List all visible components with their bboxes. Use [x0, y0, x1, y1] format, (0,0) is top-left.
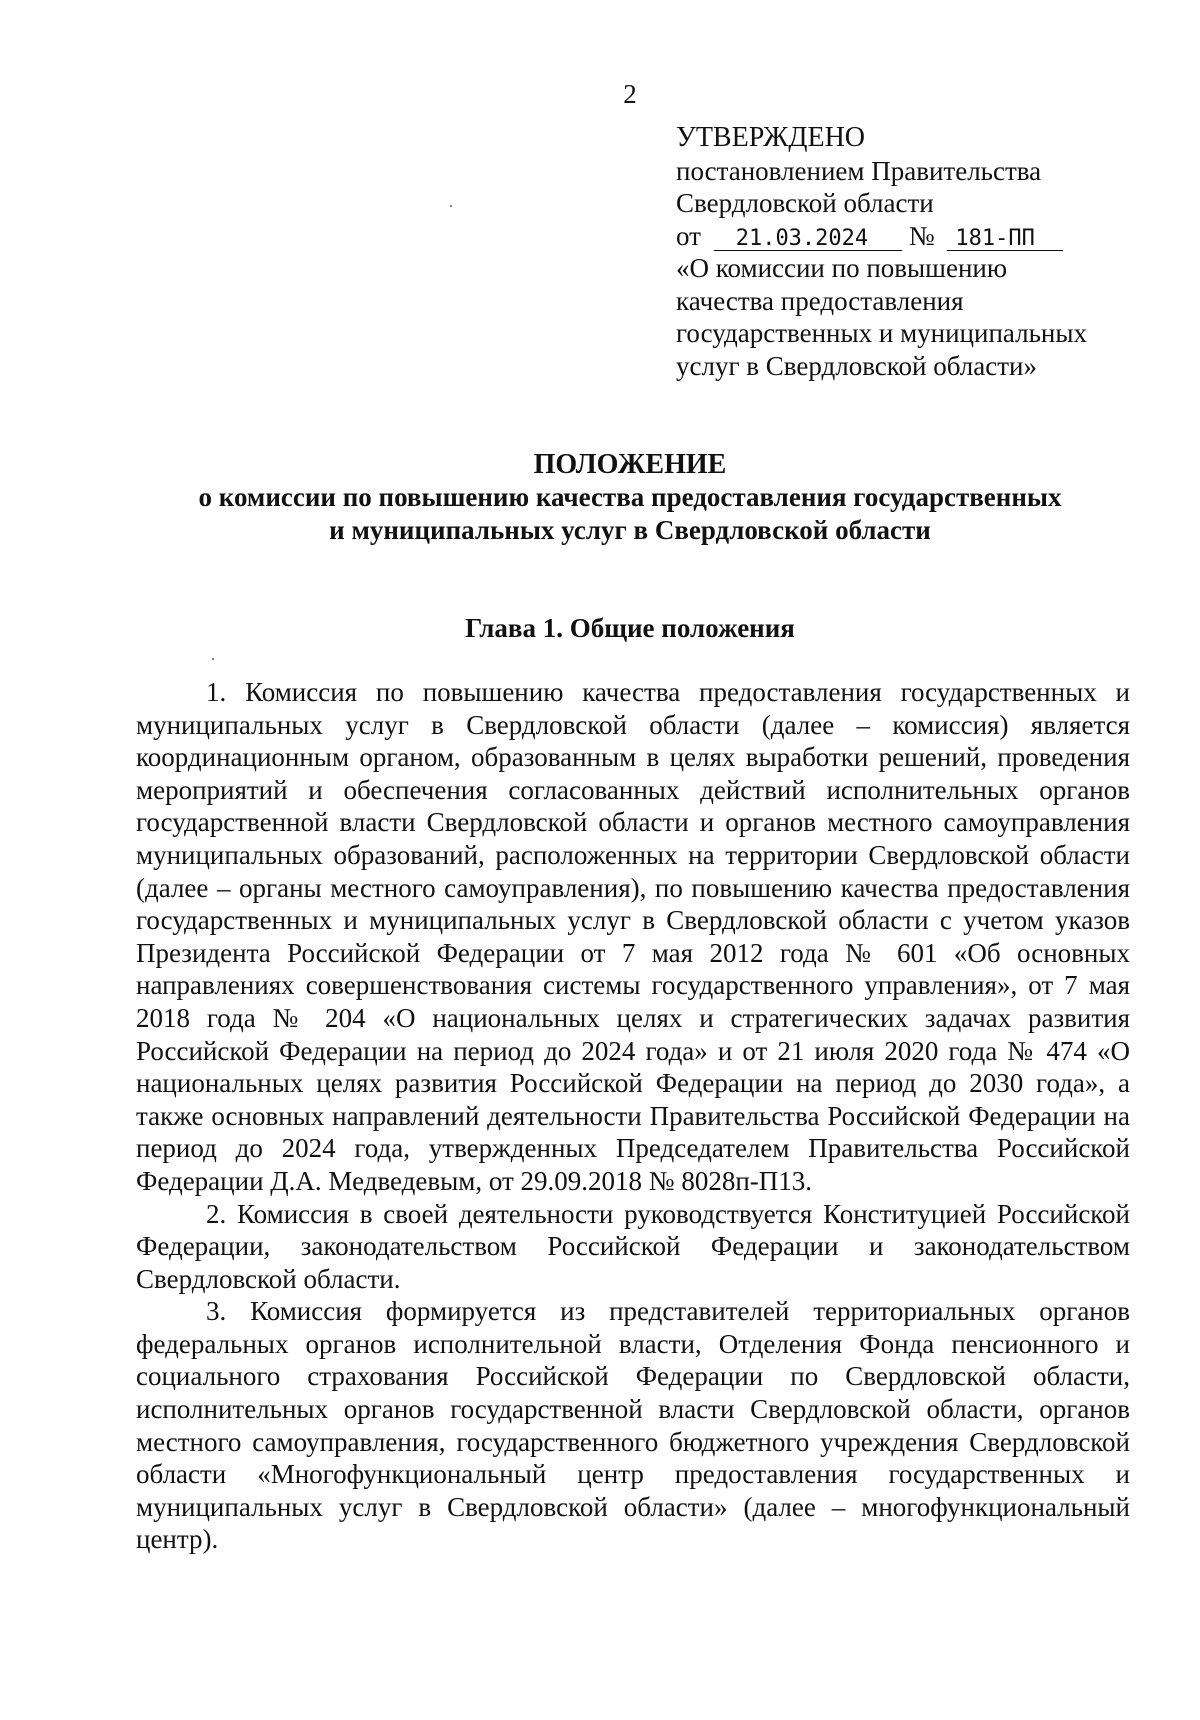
document-body: [136, 676, 1130, 1556]
title-main: ПОЛОЖЕНИЕ: [533, 449, 727, 480]
approval-title-line-2: качества предоставления: [676, 285, 964, 316]
approval-date-number: [676, 220, 1146, 253]
date-value: 21.03.2024: [714, 228, 902, 251]
approval-line-2: Свердловской области: [676, 188, 934, 218]
paragraph-2: 2. Комиссия в своей деятельности руководствуется Конституцией Российской Федерации, законодательством Российской Федерации и законодательством Свердловской области.: [136, 1198, 1130, 1294]
scan-speck: [450, 205, 452, 207]
approval-heading: УТВЕРЖДЕНО: [676, 122, 866, 153]
approval-title-line-1: «О комиссии по повышению: [676, 253, 1008, 283]
paragraph-1: 1. Комиссия по повышению качества предоставления государственных и муниципальных услуг в Свердловской области (далее – комиссия) является координационным органом, образованным в целях выработки решений, проведения мероприятий и обеспечения согласованных действий исполнительных органов государственной власти Свердловской области и органов местного самоуправления муниципальных образований, расположенных на территории Свердловской области (далее – органы местного самоуправления), по повышению качества предоставления государственных и муниципальных услуг в Свердловской области с учетом указов Президента Российской Федерации от 7 мая 2012 года № 601 «Об основных направлениях совершенствования системы государственного управления», от 7 мая 2018 года № 204 «О национальных целях и стратегических задачах развития Российской Федерации на период до 2024 года» и от 21 июля 2020 года № 474 «О национальных целях развития Российской Федерации на период до 2030 года», а также основных направлений деятельности Правительства Российской Федерации на период до 2024 года, утвержденных Председателем Правительства Российской Федерации Д.А. Медведевым, от 29.09.2018 № 8028п-П13.: [136, 677, 1130, 1196]
page-number: 2: [623, 79, 637, 109]
approval-stamp: [676, 122, 1146, 382]
title-line-2: и муниципальных услуг в Свердловской области: [329, 515, 931, 545]
scan-speck: [212, 658, 214, 660]
number-prefix: №: [908, 220, 935, 251]
approval-title-line-3: государственных и муниципальных: [676, 318, 1087, 348]
title-line-1: о комиссии по повышению качества предоставления государственных: [198, 482, 1062, 512]
document-title: [0, 448, 1200, 547]
date-prefix: от: [676, 220, 701, 251]
chapter-heading: Глава 1. Общие положения: [465, 613, 795, 643]
number-value: 181-ПП: [947, 228, 1062, 251]
paragraph-3: 3. Комиссия формируется из представителей территориальных органов федеральных органов исполнительной власти, Отделения Фонда пенсионного и социального страхования Российской Федерации по Свердловской области, исполнительных органов государственной власти Свердловской области, органов местного самоуправления, государственного бюджетного учреждения Свердловской области «Многофункциональный центр предоставления государственных и муниципальных услуг в Свердловской области» (далее – многофункциональный центр).: [136, 1296, 1130, 1555]
approval-line-1: постановлением Правительства: [676, 155, 1042, 186]
approval-title-line-4: услуг в Свердловской области»: [676, 350, 1037, 381]
